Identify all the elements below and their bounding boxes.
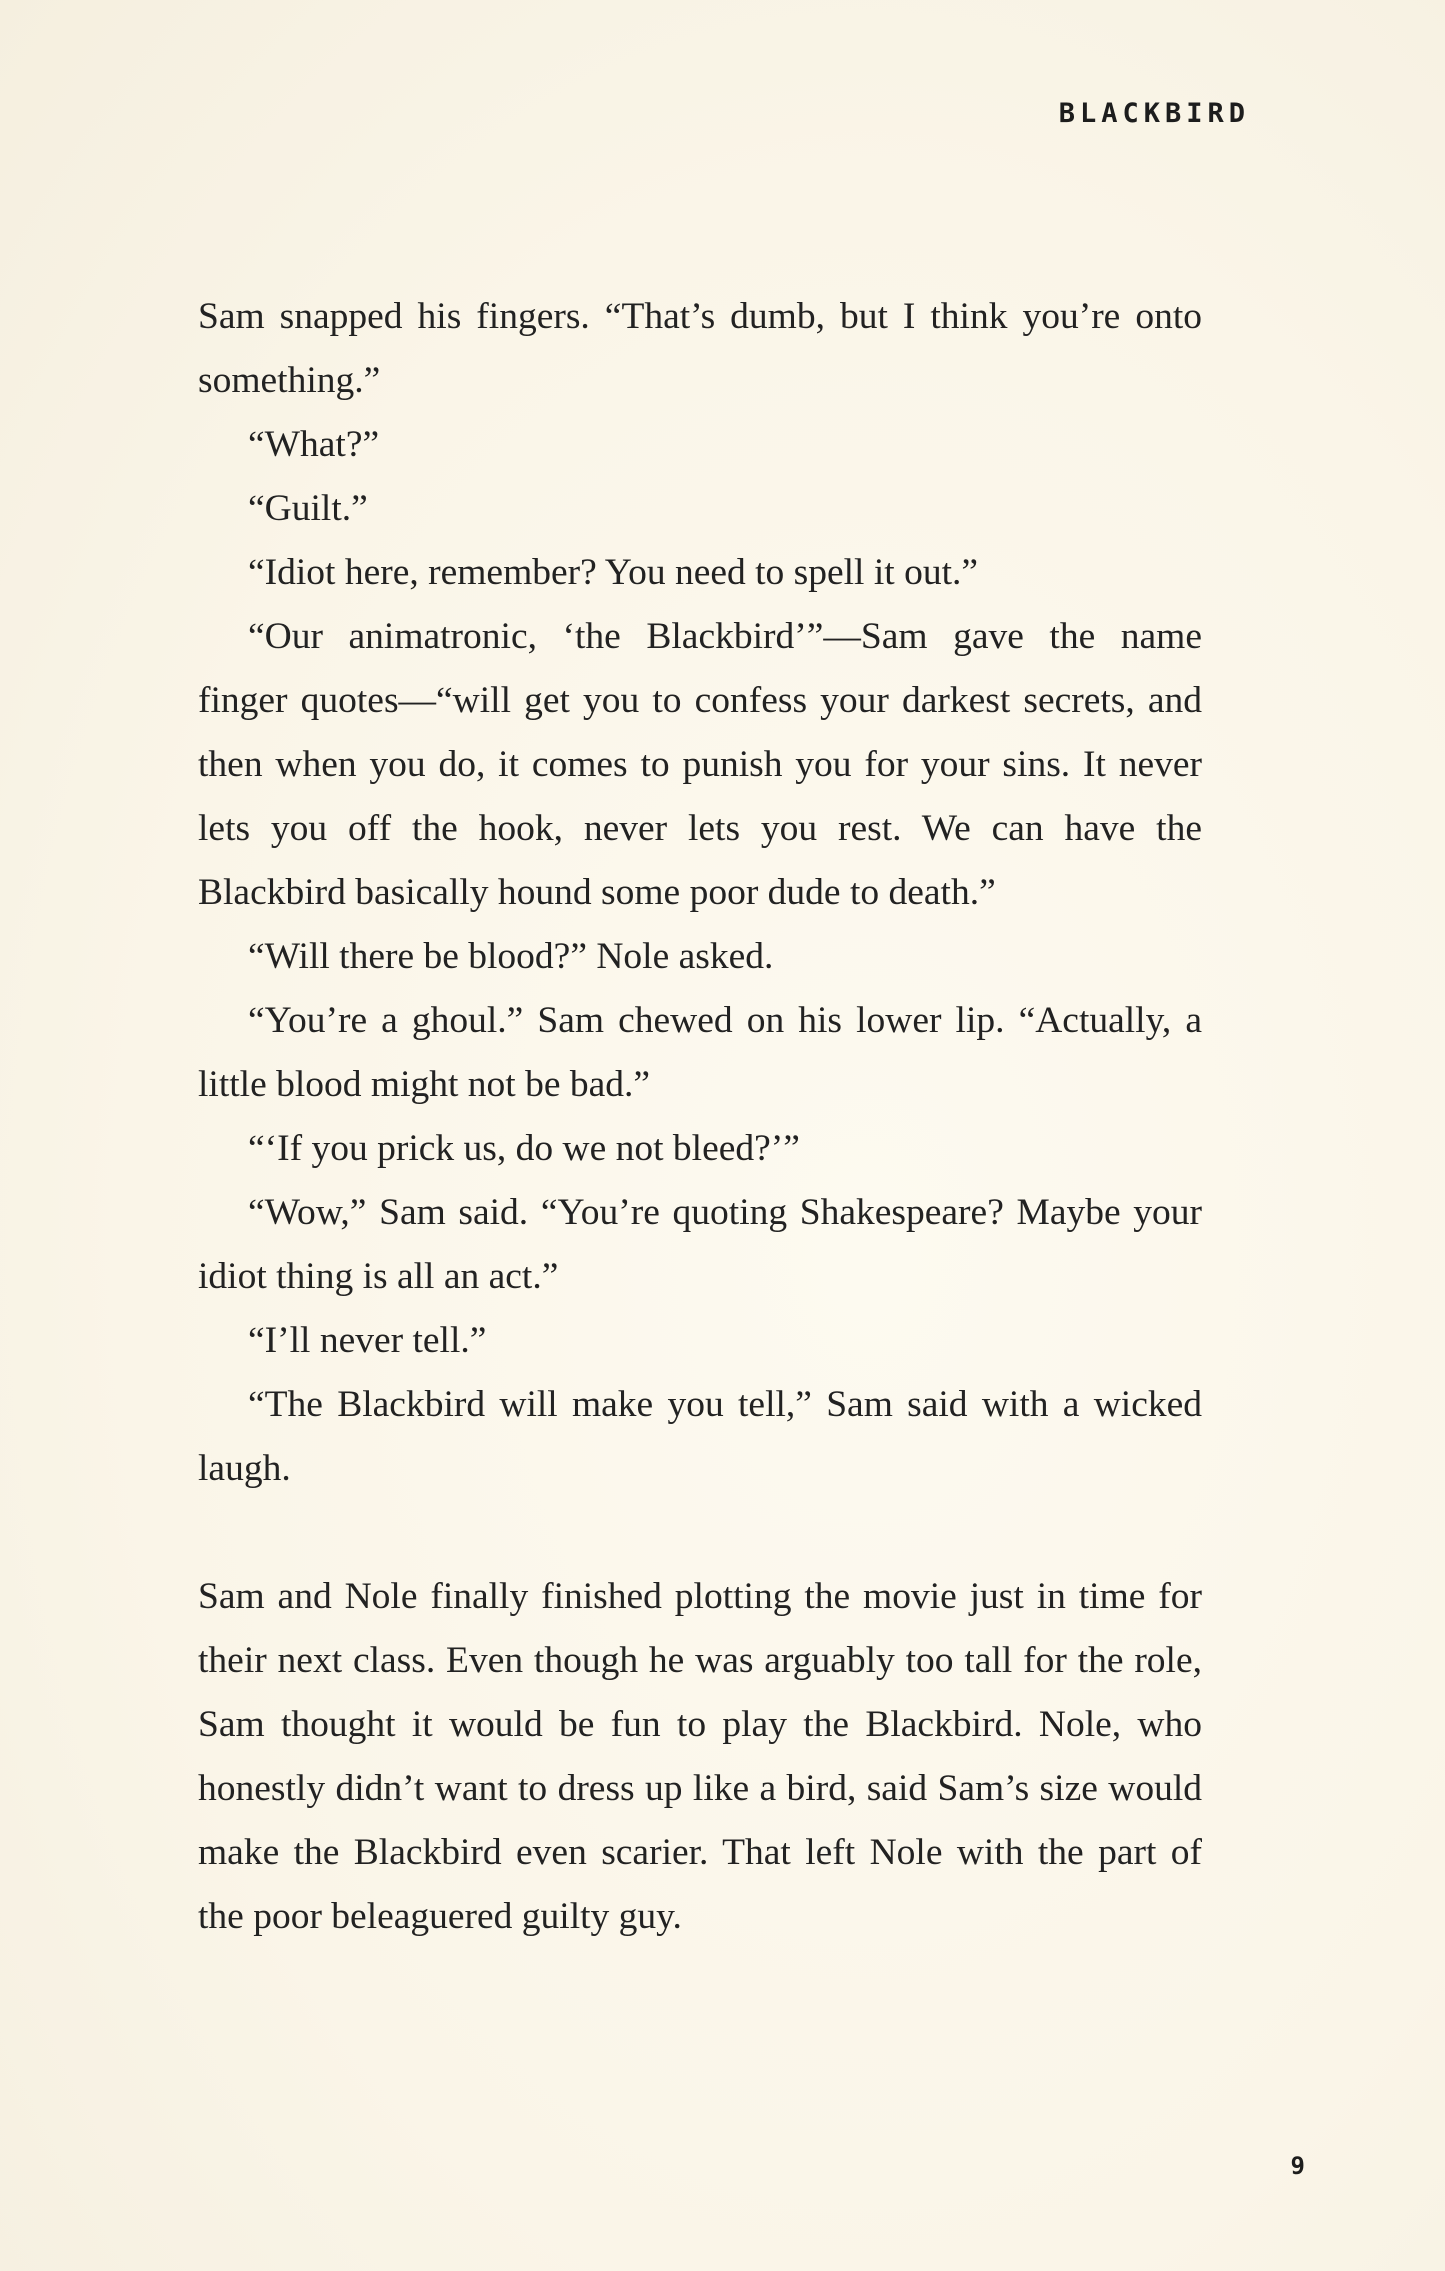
paragraph: Sam and Nole finally finished plotting the movie just in time for their next class. Even though he was arguably too tall for the role, Sam thought it would be fun to play the Blackbird. Nole, who honestly didn’t want to dress up like a bird, said Sam’s size would make the Blackbird even scarier. That left Nole with the part of the poor beleaguered guilty guy. bbox=[198, 1576, 1202, 1937]
paragraph: Sam snapped his fingers. “That’s dumb, but I think you’re onto something.” bbox=[198, 296, 1202, 401]
paragraph: “Guilt.” bbox=[248, 488, 368, 529]
paragraph: “Wow,” Sam said. “You’re quoting Shakespeare? Maybe your idiot thing is all an act.” bbox=[198, 1192, 1202, 1297]
paragraph: “Idiot here, remember? You need to spell it out.” bbox=[248, 552, 979, 593]
paragraph: “Will there be blood?” Nole asked. bbox=[248, 936, 774, 977]
paragraph: “What?” bbox=[248, 424, 380, 465]
paragraph: “‘If you prick us, do we not bleed?’” bbox=[248, 1128, 800, 1169]
paragraph: “Our animatronic, ‘the Blackbird’”—Sam gave the name finger quotes—“will get you to confess your darkest secrets, and then when you do, it comes to punish you for your sins. It never lets you off the hook, never lets you rest. We can have the Blackbird basically hound some poor dude to death.” bbox=[198, 616, 1202, 913]
paragraph: “You’re a ghoul.” Sam chewed on his lower lip. “Actually, a little blood might not be bad.” bbox=[198, 1000, 1202, 1105]
paragraph: “The Blackbird will make you tell,” Sam said with a wicked laugh. bbox=[198, 1384, 1202, 1489]
body-text bbox=[198, 285, 1202, 1949]
running-head: BLACKBIRD bbox=[1058, 98, 1250, 129]
page-number: 9 bbox=[1290, 2152, 1305, 2180]
paragraph: “I’ll never tell.” bbox=[248, 1320, 487, 1361]
